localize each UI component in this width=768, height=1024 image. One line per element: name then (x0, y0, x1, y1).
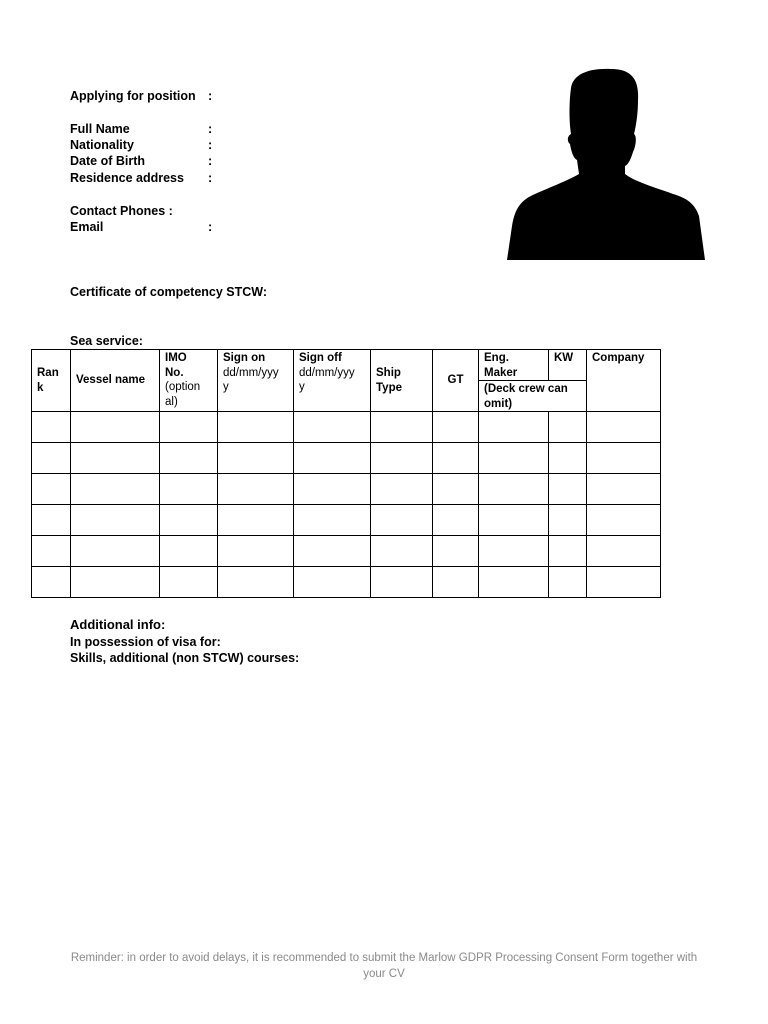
header-sign-off-label: Sign off (299, 352, 342, 364)
table-cell[interactable] (371, 567, 433, 598)
nationality-colon: : (208, 138, 213, 152)
table-cell[interactable] (218, 443, 294, 474)
table-cell[interactable] (479, 567, 549, 598)
table-cell[interactable] (218, 536, 294, 567)
table-cell[interactable] (479, 412, 549, 443)
table-cell[interactable] (32, 443, 71, 474)
table-cell[interactable] (433, 536, 479, 567)
table-cell[interactable] (479, 474, 549, 505)
table-cell[interactable] (160, 443, 218, 474)
header-eng-maker (479, 350, 549, 381)
table-cell[interactable] (71, 567, 160, 598)
table-header-row (32, 350, 661, 381)
table-cell[interactable] (160, 412, 218, 443)
table-cell[interactable] (71, 412, 160, 443)
table-cell[interactable] (587, 505, 661, 536)
table-cell[interactable] (433, 443, 479, 474)
header-company: Company (587, 350, 661, 412)
table-cell[interactable] (371, 412, 433, 443)
table-cell[interactable] (294, 505, 371, 536)
header-sign-on (218, 350, 294, 412)
full-name-colon: : (208, 122, 213, 136)
table-cell[interactable] (294, 567, 371, 598)
table-cell[interactable] (294, 474, 371, 505)
header-imo-note: (option al) (165, 381, 201, 408)
table-row (32, 474, 661, 505)
table-row (32, 567, 661, 598)
table-cell[interactable] (71, 443, 160, 474)
gdpr-reminder: Reminder: in order to avoid delays, it is recommended to submit the Marlow GDPR Processing Consent Form together with your CV (70, 952, 698, 980)
sea-service-table (31, 349, 661, 598)
header-gt: GT (433, 350, 479, 412)
residence-colon: : (208, 171, 213, 185)
header-rank: Ran k (32, 350, 71, 412)
nationality-label: Nationality (70, 138, 134, 152)
table-cell[interactable] (549, 412, 587, 443)
header-ship-type (371, 350, 433, 412)
table-cell[interactable] (549, 567, 587, 598)
table-cell[interactable] (587, 567, 661, 598)
dob-label: Date of Birth (70, 154, 145, 168)
table-cell[interactable] (371, 474, 433, 505)
full-name-label: Full Name (70, 122, 130, 136)
table-cell[interactable] (160, 536, 218, 567)
skills-label: Skills, additional (non STCW) courses: (70, 651, 300, 665)
table-cell[interactable] (160, 474, 218, 505)
position-label: Applying for position (70, 89, 196, 103)
table-cell[interactable] (160, 567, 218, 598)
table-cell[interactable] (587, 536, 661, 567)
visa-label: In possession of visa for: (70, 635, 221, 649)
table-cell[interactable] (218, 505, 294, 536)
table-cell[interactable] (32, 567, 71, 598)
person-silhouette-icon (507, 66, 707, 260)
table-cell[interactable] (433, 567, 479, 598)
table-cell[interactable] (32, 505, 71, 536)
table-cell[interactable] (71, 536, 160, 567)
table-cell[interactable] (371, 536, 433, 567)
header-eng-note: (Deck crew can omit) (479, 381, 587, 412)
table-cell[interactable] (479, 443, 549, 474)
position-colon: : (208, 89, 213, 103)
table-cell[interactable] (294, 536, 371, 567)
email-label: Email (70, 220, 104, 234)
header-kw: KW (549, 350, 587, 381)
table-cell[interactable] (294, 412, 371, 443)
table-cell[interactable] (294, 443, 371, 474)
table-cell[interactable] (549, 505, 587, 536)
additional-info-label: Additional info: (70, 617, 166, 632)
header-sign-on-format: dd/mm/yyy y (223, 366, 279, 393)
table-cell[interactable] (587, 474, 661, 505)
header-imo-label: IMO No. (165, 352, 187, 379)
residence-label: Residence address (70, 171, 184, 185)
sea-service-rows (32, 412, 661, 598)
table-cell[interactable] (433, 505, 479, 536)
header-eng-maker-label: Eng. Maker (484, 352, 518, 379)
table-cell[interactable] (160, 505, 218, 536)
table-row (32, 443, 661, 474)
table-row (32, 536, 661, 567)
table-cell[interactable] (587, 412, 661, 443)
table-cell[interactable] (32, 536, 71, 567)
table-cell[interactable] (433, 474, 479, 505)
phones-label: Contact Phones : (70, 204, 173, 218)
table-cell[interactable] (433, 412, 479, 443)
table-cell[interactable] (479, 505, 549, 536)
table-cell[interactable] (371, 443, 433, 474)
table-cell[interactable] (218, 474, 294, 505)
table-cell[interactable] (218, 567, 294, 598)
header-imo (160, 350, 218, 412)
table-cell[interactable] (549, 474, 587, 505)
header-ship-type-label: Ship Type (376, 367, 402, 394)
table-cell[interactable] (371, 505, 433, 536)
header-sign-on-label: Sign on (223, 352, 266, 364)
table-cell[interactable] (549, 536, 587, 567)
header-sign-off-format: dd/mm/yyy y (299, 366, 355, 393)
table-cell[interactable] (71, 474, 160, 505)
sea-service-label: Sea service: (70, 334, 143, 348)
header-vessel-name: Vessel name (71, 350, 160, 412)
table-cell[interactable] (32, 474, 71, 505)
certificate-label: Certificate of competency STCW: (70, 285, 268, 299)
table-cell[interactable] (32, 412, 71, 443)
table-cell[interactable] (479, 536, 549, 567)
table-row (32, 412, 661, 443)
table-cell[interactable] (587, 443, 661, 474)
table-row (32, 505, 661, 536)
table-cell[interactable] (71, 505, 160, 536)
dob-colon: : (208, 154, 213, 168)
header-sign-off (294, 350, 371, 412)
table-cell[interactable] (218, 412, 294, 443)
table-cell[interactable] (549, 443, 587, 474)
email-colon: : (208, 220, 213, 234)
